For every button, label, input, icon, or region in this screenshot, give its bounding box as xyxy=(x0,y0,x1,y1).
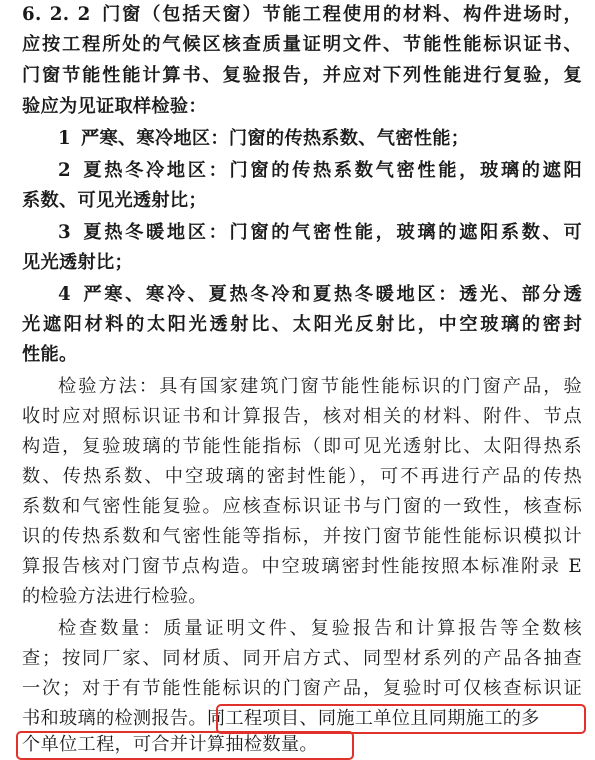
list-item-4-cont-2: 性能。 xyxy=(22,344,78,365)
list-item-number: 4 xyxy=(58,284,71,305)
clause-number: 6. 2. 2 xyxy=(22,4,91,25)
list-item-number: 1 xyxy=(58,128,71,149)
list-item-3-cont: 见光透射比； xyxy=(22,252,133,273)
list-item-4 xyxy=(58,280,582,310)
list-item-number: 3 xyxy=(58,222,71,243)
quantity-line-2: 查；按同厂家、同材质、同开启方式、同型材系列的产品各抽查 xyxy=(22,648,582,669)
method-line-2: 收时应对照标识证书和计算报告，核对相关的材料、附件、节点 xyxy=(22,406,582,427)
clause-line-2: 应按工程所处的气候区核查质量证明文件、节能性能标识证书、 xyxy=(22,34,582,55)
list-item-text: 严寒、寒冷地区：门窗的传热系数、气密性能； xyxy=(80,128,470,149)
method-line-7: 算报告核对门窗节点构造。中空玻璃密封性能按照本标准附录 E xyxy=(22,556,582,577)
method-line-3: 构造，复验玻璃的节能性能指标（即可见光透射比、太阳得热系 xyxy=(22,436,582,457)
list-item-2-cont: 系数、可见光透射比； xyxy=(22,190,207,211)
clause-line-4: 验应为见证取样检验： xyxy=(22,96,207,117)
quantity-line-3: 一次；对于有节能性能标识的门窗产品，复验时可仅核查标识证 xyxy=(22,678,582,699)
list-item-4-cont-1: 光遮阳材料的太阳光透射比、太阳光反射比，中空玻璃的密封 xyxy=(22,314,582,335)
quantity-text-highlighted: 同工程项目、同施工单位且同期施工的多 xyxy=(206,708,540,729)
list-item-2 xyxy=(58,156,582,186)
method-line-6: 识的传热系数和气密性能等指标，并按门窗节能性能标识模拟计 xyxy=(22,526,582,547)
method-line-4: 数、传热系数、中空玻璃的密封性能），可不再进行产品的传热 xyxy=(22,466,582,487)
method-line-5: 系数和气密性能复验。应核查标识证书与门窗的一致性，核查标 xyxy=(22,496,582,517)
quantity-text-plain: 书和玻璃的检测报告。 xyxy=(22,708,207,729)
list-item-1 xyxy=(58,124,582,154)
list-item-text: 夏热冬暖地区：门窗的气密性能，玻璃的遮阳系数、可 xyxy=(80,222,582,243)
clause-line-3: 门窗节能性能计算书、复验报告，并应对下列性能进行复验，复 xyxy=(22,65,582,86)
method-line-1: 检验方法：具有国家建筑门窗节能性能标识的门窗产品，验 xyxy=(58,376,582,397)
clause-text: 门窗（包括天窗）节能工程使用的材料、构件进场时， xyxy=(100,4,582,25)
method-line-8: 的检验方法进行检验。 xyxy=(22,586,207,607)
quantity-line-5: 个单位工程，可合并计算抽检数量。 xyxy=(22,734,318,755)
list-item-text: 夏热冬冷地区：门窗的传热系数气密性能，玻璃的遮阳 xyxy=(80,160,582,181)
clause-line-1 xyxy=(22,0,582,30)
list-item-text: 严寒、寒冷、夏热冬冷和夏热冬暖地区：透光、部分透 xyxy=(80,284,582,305)
quantity-line-1: 检查数量：质量证明文件、复验报告和计算报告等全数核 xyxy=(58,618,582,639)
list-item-number: 2 xyxy=(58,160,71,181)
list-item-3 xyxy=(58,218,582,248)
